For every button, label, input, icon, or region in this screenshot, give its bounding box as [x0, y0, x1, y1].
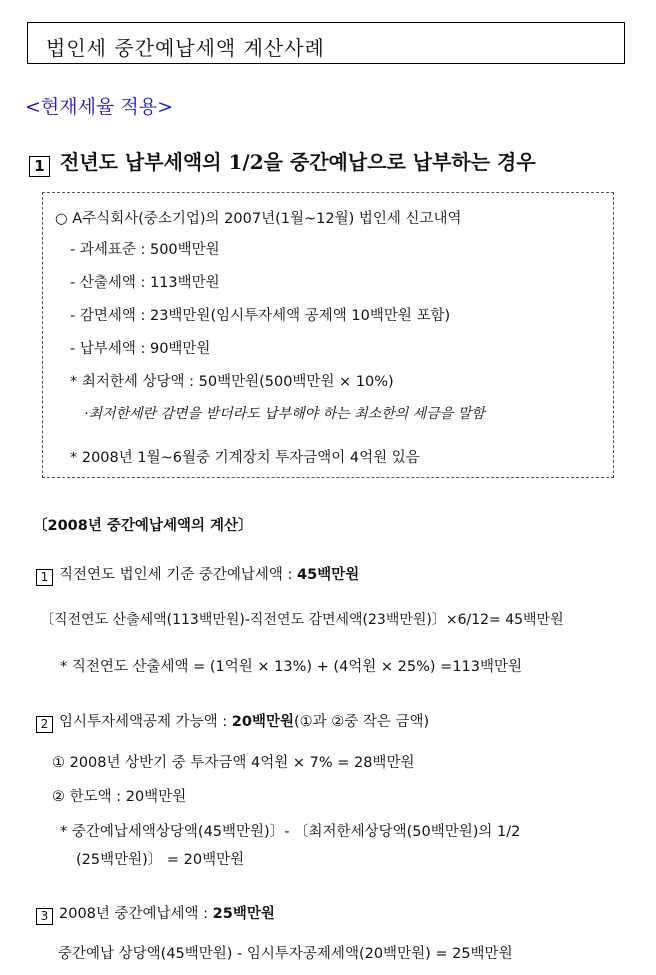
step2-line [36, 710, 429, 733]
page-title: 법인세 중간예납세액 계산사례 [46, 36, 325, 60]
section-title [29, 146, 536, 177]
subheading: <현재세율 적용> [25, 96, 174, 118]
case-item: * 2008년 1월~6월중 기계장치 투자금액이 4억원 있음 [70, 450, 420, 466]
step2-value: 20백만원 [231, 714, 294, 730]
step3-value: 25백만원 [212, 906, 275, 922]
step1-line [36, 563, 359, 586]
title-box [27, 22, 625, 64]
number-box-icon: 2 [36, 716, 53, 733]
step2-sub: ① 2008년 상반기 중 투자금액 4억원 × 7% = 28백만원 [52, 755, 415, 771]
calc-heading: 〔2008년 중간예납세액의 계산〕 [33, 518, 253, 534]
step3-formula: 중간예납 상당액(45백만원) - 임시투자공제세액(20백만원) = 25백만원 [58, 946, 513, 962]
step3-label: 2008년 중간예납세액 : [59, 906, 209, 922]
step1-label: 직전연도 법인세 기준 중간예납세액 : [59, 567, 293, 583]
step2-sub: ② 한도액 : 20백만원 [52, 789, 187, 805]
number-box-icon: 3 [36, 908, 53, 925]
case-item: - 납부세액 : 90백만원 [70, 341, 211, 357]
case-item: * 최저한세 상당액 : 50백만원(500백만원 × 10%) [70, 374, 394, 390]
step2-label: 임시투자세액공제 가능액 : [59, 714, 228, 730]
step1-value: 45백만원 [297, 567, 360, 583]
section-title-text: 전년도 납부세액의 1/2을 중간예납으로 납부하는 경우 [60, 150, 536, 174]
case-heading: ○ A주식회사(중소기업)의 2007년(1월~12월) 법인세 신고내역 [55, 211, 462, 227]
case-box [42, 192, 614, 478]
case-item: - 감면세액 : 23백만원(임시투자세액 공제액 10백만원 포함) [70, 308, 451, 324]
step2-suffix: (①과 ②중 작은 금액) [294, 714, 430, 730]
step3-line [36, 902, 275, 925]
number-box-icon: 1 [29, 156, 50, 177]
step1-note: * 직전연도 산출세액 = (1억원 × 13%) + (4억원 × 25%) =113백만원 [60, 659, 523, 675]
number-box-icon: 1 [36, 569, 53, 586]
case-item-note: ·최저한세란 감면을 받더라도 납부해야 하는 최소한의 세금을 말함 [84, 406, 485, 422]
step2-note: * 중간예납세액상당액(45백만원)〕- 〔최저한세상당액(50백만원)의 1/2 [60, 824, 521, 840]
step1-formula: 〔직전연도 산출세액(113백만원)-직전연도 감면세액(23백만원)〕×6/12= 45백만원 [40, 612, 564, 628]
case-item: - 과세표준 : 500백만원 [70, 242, 220, 258]
step2-note-cont: (25백만원)〕 = 20백만원 [76, 852, 245, 868]
case-item: - 산출세액 : 113백만원 [70, 275, 220, 291]
